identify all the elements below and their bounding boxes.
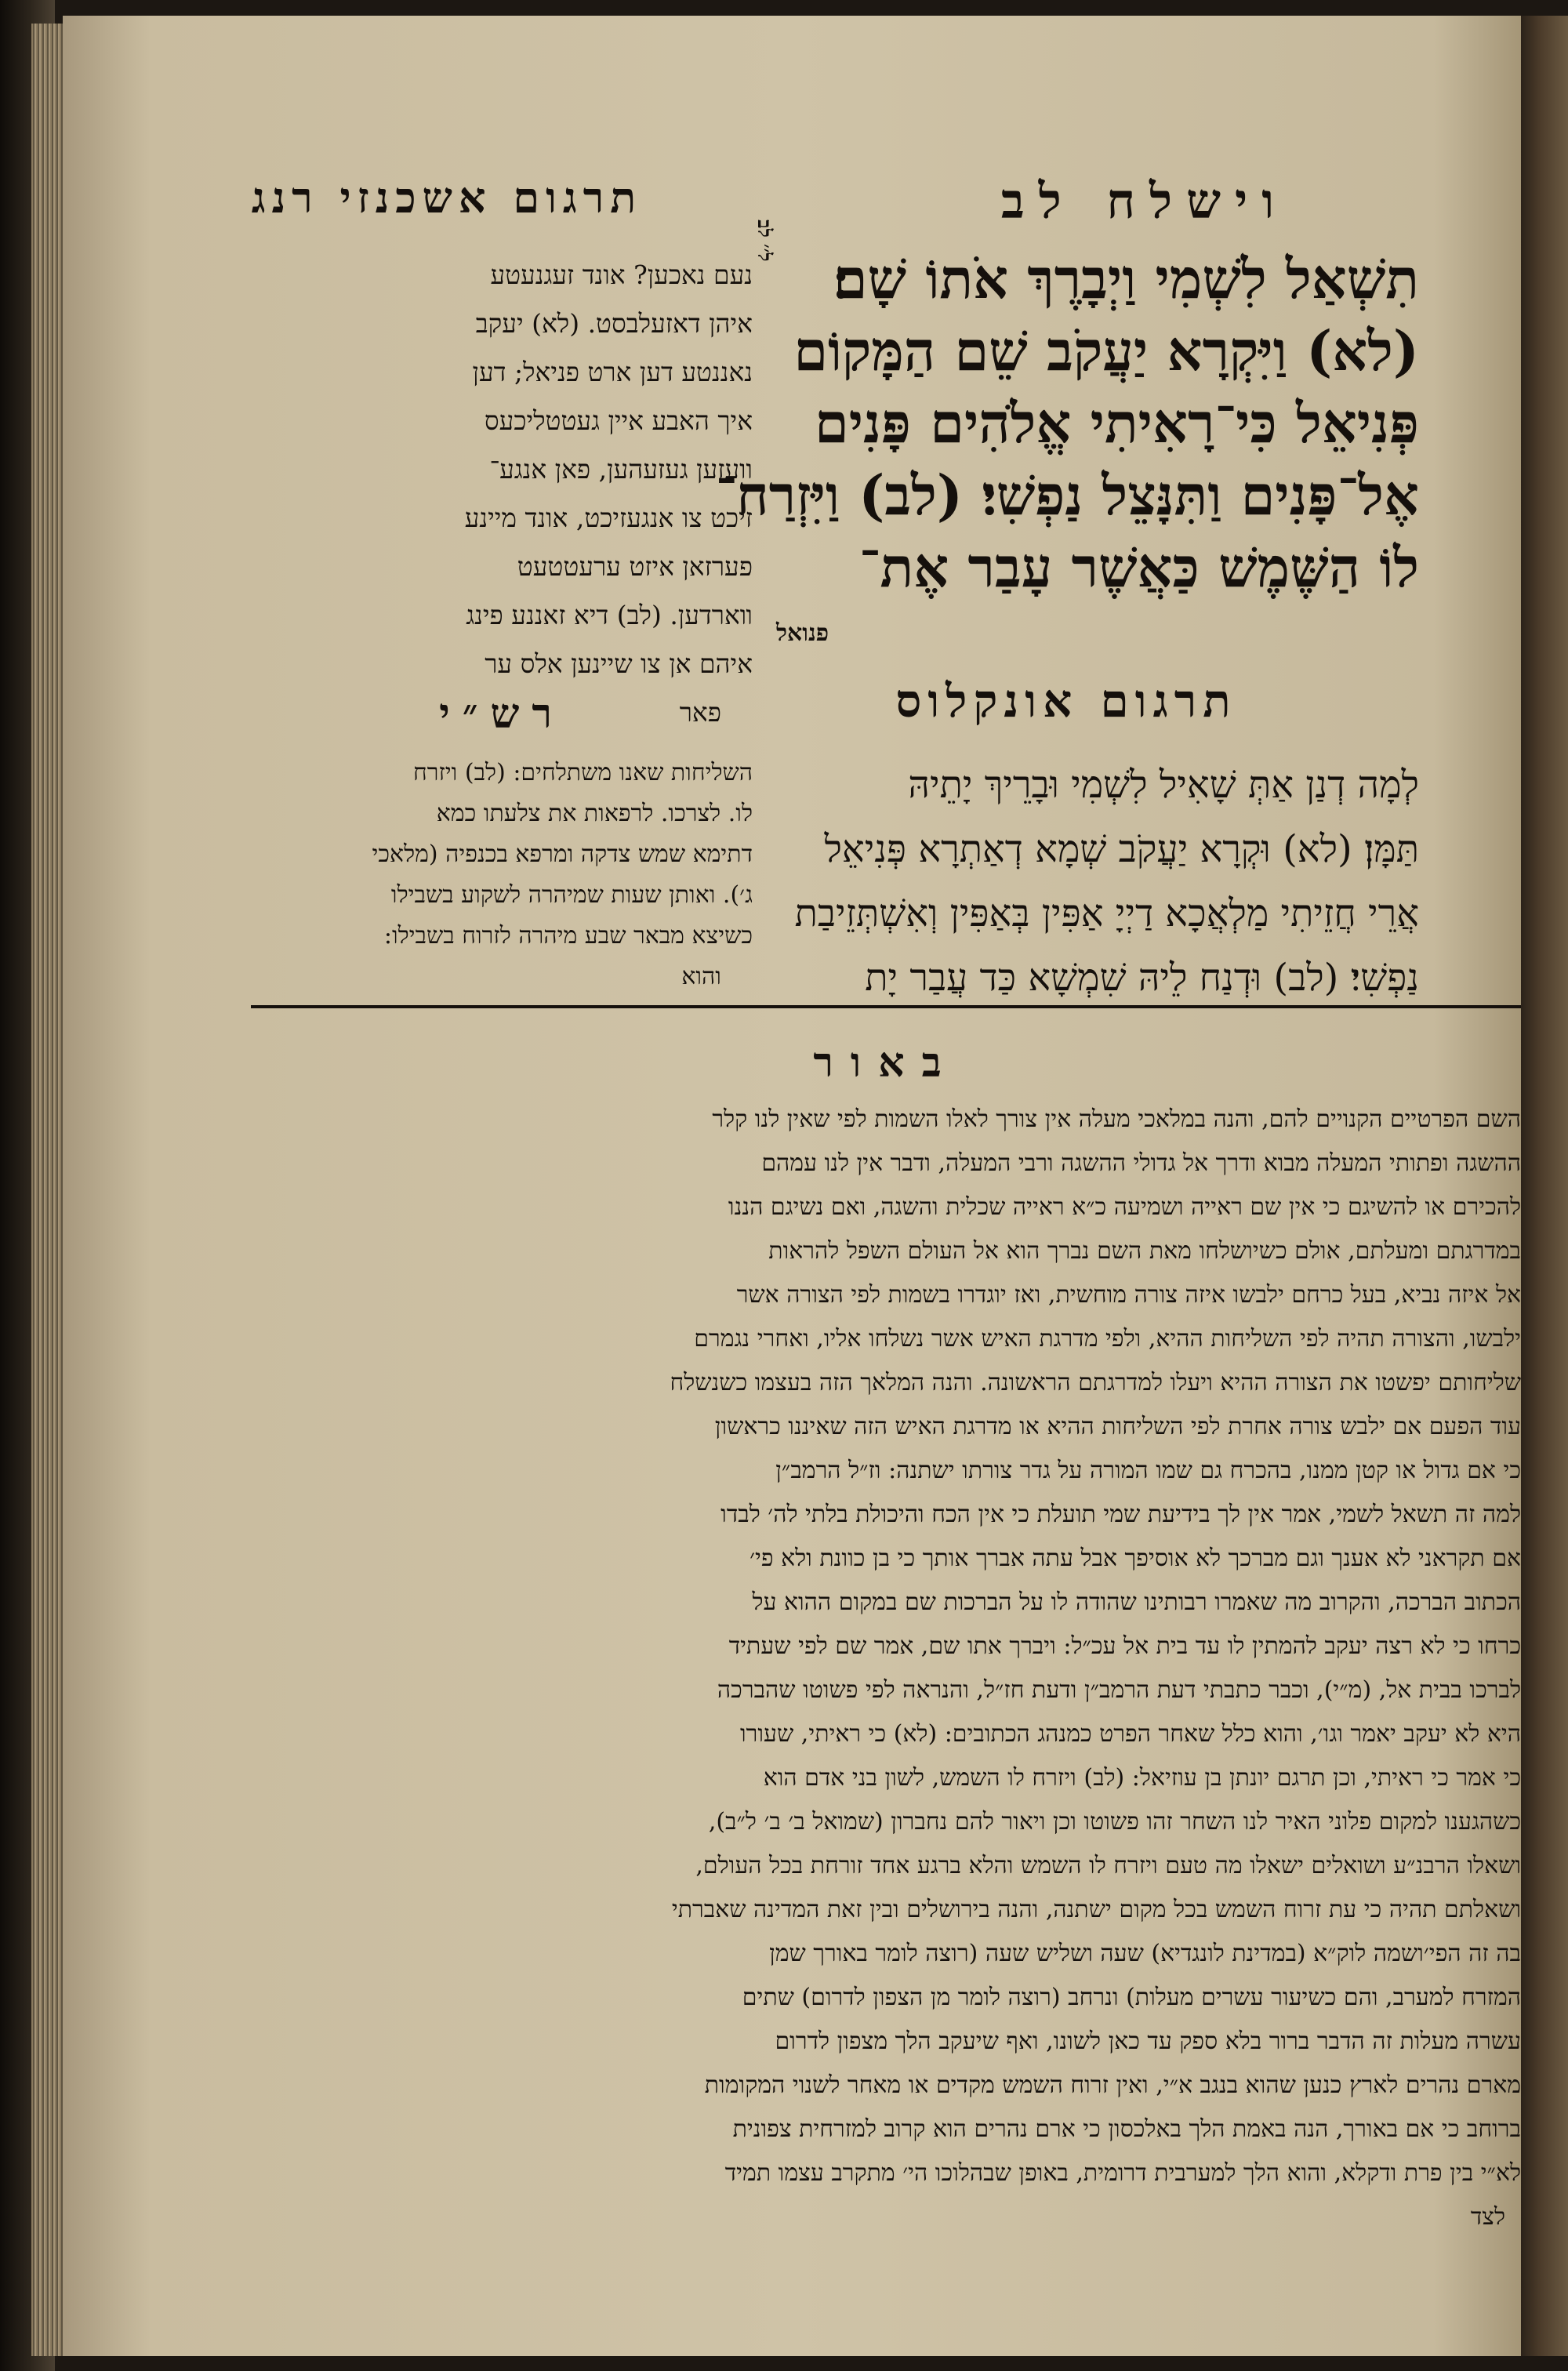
book-page — [63, 16, 1521, 2356]
biur-line: אל איזה נביא, בעל כרחם ילבשו איזה צורה מוחשית, ואז יוגדרו בשמות לפי הצורה אשר — [736, 1281, 1521, 1309]
torah-line: לוֹ הַשֶּׁמֶשׁ כַּאֲשֶׁר עָבַר אֶת־ — [858, 535, 1419, 600]
onkelos-heading: תרגום אונקלוס — [895, 674, 1237, 728]
biur-line: השם הפרטיים הקנויים להם, והנה במלאכי מעלה אין צורך לאלו השמות לפי שאין לנו קלר — [712, 1106, 1521, 1133]
biur-line: המזרח למערב, והם כשיעור עשרים מעלות) ונרחב (רוצה לומר מן הצפון לדרום) שתים — [742, 1984, 1521, 2011]
biur-line: ושאלתם תהיה כי עת זרוח השמש בכל מקום ישתנה, והנה בירושלים ובין זאת המדינה שאברתי — [671, 1896, 1521, 1923]
german-line: איך האבע איין געטטליכעס — [484, 405, 753, 436]
german-line: איהן דאזעלבסט. (לא) יעקב — [475, 308, 753, 339]
biur-line: היא לא יעקב יאמר וגו׳, והוא כלל שאחר הפרט כמנהג הכתובים: (לא) כי ראיתי, שעורו — [739, 1720, 1521, 1748]
biur-line: ברוחב כי אם באורך, הנה באמת הלך באלכסון כי ארם נהרים הוא קרוב למזרחית צפונית — [732, 2115, 1521, 2143]
biur-line: כי אם גדול או קטן ממנו, בהכרח גם שמו המורה על גדר צורתו ישתנה: וז״ל הרמב״ן — [775, 1457, 1521, 1484]
biur-line: כשהגענו למקום פלוני האיר לנו השחר זהו פשוטו וכן ויאור להם נחברון (שמואל ב׳ ב׳ ל״ב), — [708, 1808, 1521, 1835]
onkelos-line: לְמָה דְנַן אַתְּ שָׁאִיל לִשְׁמִי וּבָרֵיךְ יָתֵיהּ — [908, 763, 1419, 807]
rashi-line: דתימא שמש צדקה ומרפא בכנפיה (מלאכי — [372, 841, 753, 868]
biur-heading: באור — [813, 1039, 959, 1087]
onkelos-line: תַּמָּן׃ (לא) וּקְרָא יַעֲקֹב שְׁמָא דְאַתְרָא פְּנִיאֵל — [824, 827, 1419, 871]
german-line: וועזען געזעהען, פאן אנגע־ — [489, 454, 753, 485]
biur-line: כרחו כי לא רצה יעקב להמתין לו עד בית אל עכ״ל: ויברך אתו שם, אמר שם לפי שעתיד — [728, 1632, 1521, 1660]
biur-line: אם תקראני לא אענך וגם מברכך לא אוסיפך אבל עתה אברך אותך כי בן כוונת ולא פי׳ — [750, 1545, 1521, 1572]
running-header-right: וישלח לב — [1000, 172, 1289, 230]
german-line: נאננטע דען ארט פניאל; דען — [472, 357, 753, 387]
page-edges — [31, 24, 63, 2356]
rashi-line: כשיצא מבאר שבע מיהרה לזרוח בשבילו: — [383, 922, 753, 949]
biur-line: לצד — [1470, 2203, 1505, 2231]
biur-text-block — [251, 1098, 1521, 2239]
torah-marginal-note: פנואל — [776, 619, 829, 647]
biur-line: ההשגה ופתותי המעלה מבוא ודרך אל גדולי ההשגה ורבי המעלה, ודבר אין לנו עמהם — [761, 1149, 1521, 1177]
onkelos-line: אֲרֵי חֲזֵיתִי מַלְאֲכָא דַיְיָ אַפִּין בְּאַפִּין וְאִשְׁתְּזֵיבַת — [794, 891, 1419, 935]
rashi-line: והוא — [681, 963, 721, 990]
biur-line: בה זה הפי׳ושמה לוק״א (במדינת לונגדיא) שעה ושליש שעה (רוצה לומר באורך שמן — [769, 1940, 1521, 1967]
onkelos-line: נַפְשִׁי׃ (לב) וּדְנַח לֵיהּ שִׁמְשָׁא כַּד עֲבַר יָת — [865, 956, 1419, 1000]
biur-line: ילבשו, והצורה תהיה לפי השליחות ההיא, ולפי מדרגת האיש אשר נשלחו אליו, ואחרי נגמרם — [694, 1325, 1521, 1353]
biur-line: כי אמר כי ראיתי, וכן תרגם יונתן בן עוזיאל: (לב) ויזרח לו השמש, לשון בני אדם הוא — [763, 1764, 1521, 1792]
german-line: פאר — [679, 697, 721, 728]
torah-line: (לא) וַיִּקְרָא יַעֲקֹב שֵׁם הַמָּקוֹם — [793, 318, 1419, 383]
biur-line: הכתוב הברכה, והקרוב מה שאמרו רבותינו שהודה לו על הברכות שם במקום ההוא על — [752, 1589, 1521, 1616]
torah-line: פְּנִיאֵל כִּי־רָאִיתִי אֱלֹהִים פָּנִים — [815, 390, 1419, 456]
biur-line: עשרה מעלות זה הדבר ברור בלא ספק עד כאן לשונו, ואף שיעקב הלך מצפון לדרום — [775, 2028, 1521, 2055]
biur-line: לברכו בבית אל, (מ״י), וכבר כתבתי דעת הרמב״ן ודעת חז״ל, והנראה לפי פשוטו שהברכה — [717, 1676, 1521, 1704]
verse-margin-note: ל׳׳ לב — [753, 220, 776, 262]
biur-line: מארם נהרים לארץ כנען שהוא בנגב א״י, ואין זרוח השמש מקדים או מאחר לשנוי המקומות — [704, 2071, 1521, 2099]
biur-line: ושאלו הרבנ״ע ושואלים ישאלו מה טעם ויזרח לו השמש והלא ברגע אחד זורחת בכל העולם, — [695, 1852, 1521, 1879]
german-line: איהם אן צו שיינען אלס ער — [485, 648, 753, 679]
biur-line: במדרגתם ומעלתם, אולם כשיושלחו מאת השם נברך הוא אל העולם השפל להראות — [768, 1237, 1521, 1265]
torah-text-block — [713, 243, 1419, 604]
german-line: פערזאן איזט ערעטטעט — [517, 551, 753, 582]
onkelos-text-block — [713, 753, 1419, 1010]
biur-line: להכירם או להשיגם כי אין שם ראייה ושמיעה כ״א ראייה שכלית והשגה, ואם נשיגם הננו — [728, 1193, 1521, 1221]
rashi-line: לו. לצרכו. לרפאות את צלעתו כמא — [436, 800, 753, 827]
section-divider — [251, 1005, 1521, 1008]
torah-line: תִשְׁאַל לִשְׁמִי וַיְבָרֶךְ אֹתוֹ שָׁם׃ — [833, 246, 1419, 311]
rashi-line: ג׳). ואותן שעות שמיהרה לשקוע בשבילו — [390, 881, 753, 909]
german-line: זיכט צו אנגעזיכט, אונד מיינע — [464, 503, 753, 533]
rashi-heading: רש״י — [439, 690, 564, 738]
german-translation-block — [251, 251, 753, 737]
torah-line: אֶל־פָּנִים וַתִּנָּצֵל נַפְשִׁי׃ (לב) וַיִּזְרַח־ — [715, 463, 1419, 528]
biur-line: שליחותם יפשטו את הצורה ההיא ויעלו למדרגתם הראשונה. והנה המלאך הזה בעצמו כשנשלח — [670, 1369, 1521, 1396]
biur-line: למה זה תשאל לשמי, אמר אין לך בידיעת שמי תועלת כי אין הכח והיכולת בלתי לה׳ לבדו — [720, 1501, 1521, 1528]
german-line: נעם נאכען? אונד זעגנעטע — [490, 260, 753, 290]
rashi-line: השליחות שאנו משתלחים: (לב) ויזרח — [412, 759, 753, 786]
running-header-left: תרגום אשכנזי רנג — [251, 172, 643, 223]
facing-page-edge — [1521, 16, 1568, 2356]
biur-line: עוד הפעם אם ילבש צורה אחרת לפי השליחות ההיא או מדרגת האיש הזה שאיננו כראשון — [714, 1413, 1521, 1440]
german-line: װארדען. (לב) דיא זאננע פינג — [466, 600, 753, 630]
rashi-text-block — [251, 753, 753, 997]
biur-line: לא״י בין פרת ודקלא, והוא הלך למערבית דרומית, באופן שבהלוכו הי׳ מתקרב עצמו תמיד — [724, 2159, 1521, 2187]
